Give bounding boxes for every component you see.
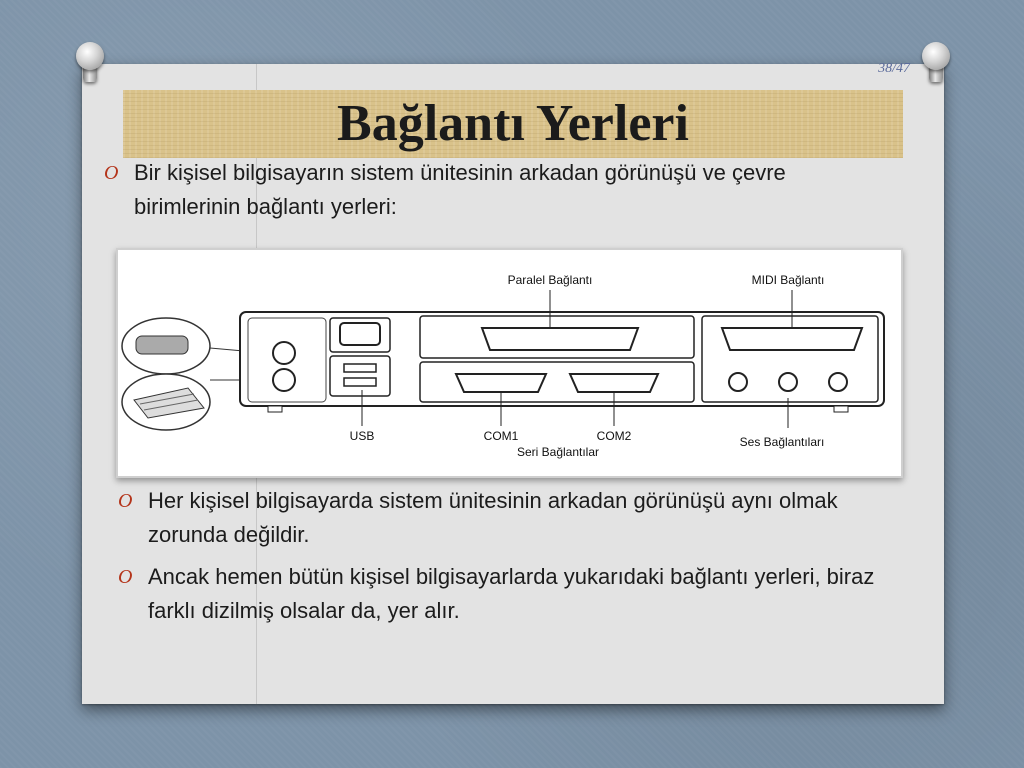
label-com2: COM2 [596,429,632,443]
page-number: 38/47 [878,61,910,76]
label-com1: COM1 [483,429,519,443]
usb-port-2 [344,378,376,386]
com2-port [570,374,658,392]
bullet-marker-icon: O [118,490,133,512]
label-midi: MIDI Bağlantı [751,273,825,287]
slide-title: Bağlantı Yerleri [337,95,689,152]
pushpin-left-icon [74,42,106,88]
ps2-mouse-port [273,342,295,364]
bullet-marker-icon: O [118,566,133,588]
midi-port [722,328,862,350]
pushpin-right-icon [920,42,952,88]
bullet-item-1 [118,484,888,552]
audio-jack-1 [729,373,747,391]
label-usb: USB [349,429,375,443]
bullet-intro [104,156,894,224]
label-parallel: Paralel Bağlantı [507,273,593,287]
bullet-marker-icon: O [104,162,119,184]
power-socket [340,323,380,345]
com1-port [456,374,546,392]
parallel-port [482,328,638,350]
bullet-item-1-text: Her kişisel bilgisayarda sistem ünitesinin arkadan görünüşü aynı olmak zorunda değildir. [148,488,838,547]
usb-port-1 [344,364,376,372]
label-audio: Ses Bağlantıları [739,435,825,449]
ps2-keyboard-port [273,369,295,391]
audio-jack-2 [779,373,797,391]
back-panel-diagram [116,248,903,478]
label-serial: Seri Bağlantılar [516,445,600,459]
audio-jack-3 [829,373,847,391]
bullet-item-2 [118,560,888,628]
bullet-intro-text: Bir kişisel bilgisayarın sistem ünitesinin arkadan görünüşü ve çevre birimlerinin bağlantı yerleri: [134,160,786,219]
bullet-item-2-text: Ancak hemen bütün kişisel bilgisayarlarda yukarıdaki bağlantı yerleri, biraz farklı dizilmiş olsalar da, yer alır. [148,564,875,623]
